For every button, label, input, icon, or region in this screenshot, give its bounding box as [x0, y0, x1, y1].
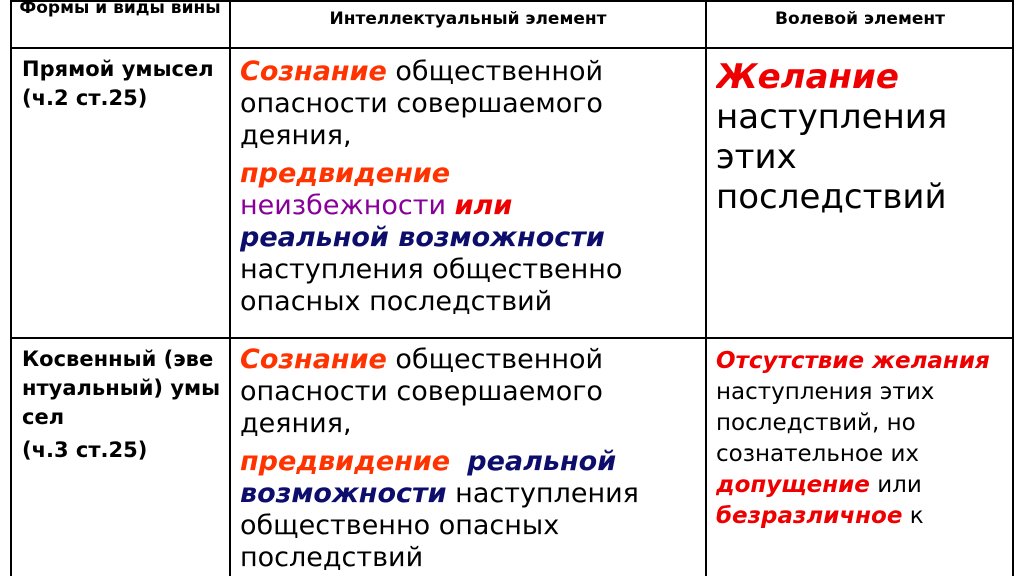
row2-will-keyword-allowance: допущение — [716, 472, 870, 498]
row2-form-cell — [22, 345, 225, 465]
row1-bottom-border — [10, 337, 1014, 339]
col1-divider — [229, 0, 231, 576]
row1-intel-text-danger: общественной опасности совершаемого деяния, — [240, 56, 604, 151]
row1-form-cell — [22, 55, 222, 113]
table-left-border — [10, 0, 12, 576]
row1-volitional-cell — [716, 57, 1010, 335]
row2-will-keyword-indifference: безразличное — [716, 503, 903, 529]
row1-form-label: Прямой умысел (ч.2 ст.25) — [22, 57, 214, 110]
row1-will-text: наступления этих последствий — [716, 97, 948, 217]
table-right-border — [1012, 0, 1014, 576]
row1-intellectual-cell — [240, 56, 702, 336]
row2-intel-para1 — [240, 344, 702, 440]
row1-intel-keyword-or: или — [454, 190, 513, 221]
row2-intel-keyword-real-possibility: реальной возможности — [240, 446, 617, 509]
header-forms-label: Формы и виды вины — [19, 0, 221, 18]
row2-intel-para2 — [240, 446, 702, 574]
row1-intel-para2 — [240, 158, 702, 318]
row1-intel-para1 — [240, 56, 702, 152]
header-volitional-label: Волевой элемент — [775, 9, 945, 29]
row2-will-text3: к — [902, 503, 924, 529]
header-forms — [14, 0, 226, 46]
row1-will-keyword-desire: Желание — [716, 57, 899, 97]
row1-intel-keyword-foresight: предвидение — [240, 158, 451, 189]
col2-divider — [705, 0, 707, 576]
row1-intel-keyword-real-possibility: реальной возможности — [240, 222, 605, 253]
row2-intel-keyword-foresight: предвидение — [240, 446, 451, 477]
row2-will-text2: или — [869, 472, 922, 498]
row1-intel-keyword-awareness: Сознание — [240, 56, 387, 87]
row1-intel-text-consequences: наступления общественно опасных последствий — [240, 254, 623, 317]
header-intellectual-label: Интеллектуальный элемент — [329, 9, 607, 29]
row2-intel-text-danger: общественной опасности совершаемого деяния, — [240, 344, 604, 439]
row1-intel-text-inevitability: неизбежности — [240, 190, 447, 221]
row2-will-keyword-absence-of-desire: Отсутствие желания — [716, 348, 990, 374]
row2-volitional-cell — [716, 346, 1008, 576]
row2-will-text1: наступления этих последствий, но сознательное их — [716, 379, 935, 467]
row2-intel-keyword-awareness: Сознание — [240, 344, 387, 375]
header-volitional — [708, 8, 1012, 30]
row2-form-article: (ч.3 ст.25) — [22, 438, 148, 462]
header-intellectual — [232, 8, 704, 30]
row2-intellectual-cell — [240, 344, 702, 576]
row2-intel-text-consequences: наступления общественно опасных последствий — [240, 478, 639, 573]
header-bottom-border — [10, 47, 1014, 49]
row2-form-label: Косвенный (эвентуальный) умысел — [22, 347, 221, 429]
